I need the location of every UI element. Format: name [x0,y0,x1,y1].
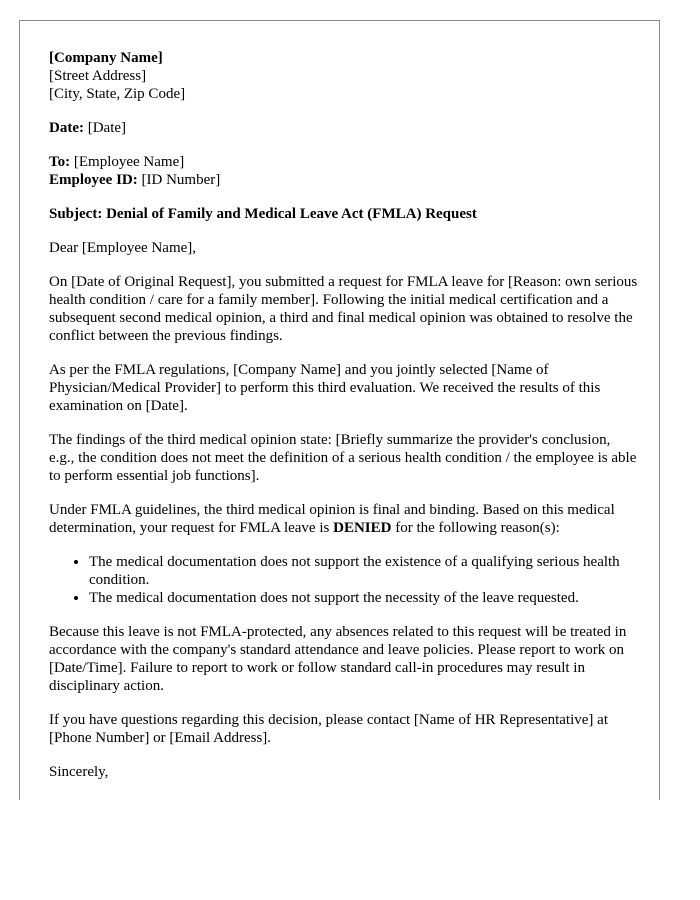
date-line [49,119,639,137]
closing: Sincerely, [49,764,109,780]
paragraph-findings: The findings of the third medical opinion state: [Briefly summarize the provider's conclusion, e.g., the condition does not meet the definition of a serious health condition / the employee is able to perform essential job functions]. [49,432,637,484]
reasons-list [49,553,639,607]
paragraph-consequences: Because this leave is not FMLA-protected, any absences related to this request will be treated in accordance with the company's standard attendance and leave policies. Please report to work on [Date/Time]. Failure to report to work or follow standard call-in procedures may result in disciplinary action. [49,624,627,694]
employee-id-label: Employee ID: [49,172,138,188]
salutation: Dear [Employee Name], [49,240,197,256]
reason-item: • The medical documentation does not support the existence of a qualifying serious health condition. [89,553,639,589]
date-label: Date: [49,120,84,136]
company-header [49,49,639,103]
city-state-zip: [City, State, Zip Code] [49,86,186,102]
to-line [49,153,639,171]
subject-text: Subject: Denial of Family and Medical Leave Act (FMLA) Request [49,206,477,222]
employee-id-value: [ID Number] [141,172,221,188]
company-name: [Company Name] [49,50,163,66]
letter-content [49,49,639,797]
to-label: To: [49,154,71,170]
to-value: [Employee Name] [73,154,185,170]
employee-id-line [49,171,639,189]
decision-text-after: for the following reason(s): [391,520,560,536]
subject-line [49,205,639,223]
date-value: [Date] [87,120,127,136]
decision-denied: DENIED [333,520,392,536]
recipient-block [49,153,639,189]
paragraph-original-request: On [Date of Original Request], you submitted a request for FMLA leave for [Reason: own serious health condition / care for a family member]. Following the initial medical certification and a subsequent second medical opinion, a third and final medical opinion was obtained to resolve the conflict between the previous findings. [49,274,638,344]
paragraph-contact: If you have questions regarding this decision, please contact [Name of HR Representative] at [Phone Number] or [Email Address]. [49,712,608,746]
paragraph-third-evaluation: As per the FMLA regulations, [Company Name] and you jointly selected [Name of Physician/Medical Provider] to perform this third evaluation. We received the results of this examination on [Date]. [49,362,601,414]
letter-page [19,20,660,800]
decision-text-before: Under FMLA guidelines, the third medical opinion is final and binding. Based on this medical determination, your request for FMLA leave is [49,502,615,536]
reason-item: • The medical documentation does not support the necessity of the leave requested. [89,589,639,607]
paragraph-decision [49,501,639,537]
street-address: [Street Address] [49,68,147,84]
